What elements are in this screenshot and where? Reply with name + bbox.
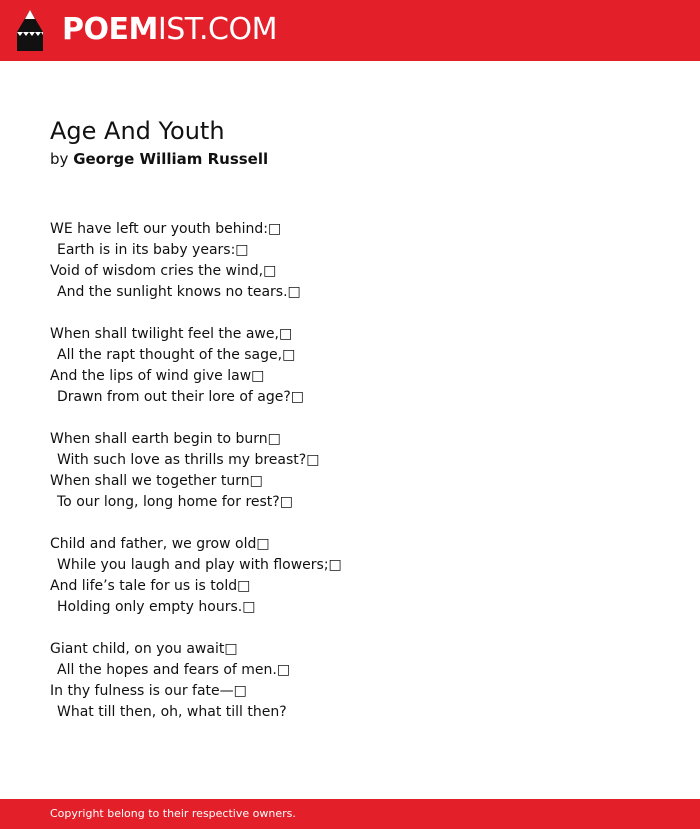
stanza	[50, 219, 342, 303]
poem-line: Earth is in its baby years:□	[57, 242, 249, 258]
poem-line: With such love as thrills my breast?□	[57, 452, 320, 468]
poem-line: When shall earth begin to burn□	[50, 431, 281, 447]
site-logo-text[interactable]	[62, 12, 277, 48]
poem-line: To our long, long home for rest?□	[57, 494, 293, 510]
poem-line: Holding only empty hours.□	[57, 599, 256, 615]
poem-line: And the sunlight knows no tears.□	[57, 284, 301, 300]
byline	[50, 149, 268, 169]
poem-line: And life’s tale for us is told□	[50, 578, 251, 594]
poem-line: Child and father, we grow old□	[50, 536, 270, 552]
poem-line: While you laugh and play with flowers;□	[57, 557, 342, 573]
stanza	[50, 429, 342, 513]
by-prefix: by	[50, 150, 69, 168]
stanza	[50, 639, 342, 723]
poem-line: WE have left our youth behind:□	[50, 221, 282, 237]
poem-line: Giant child, on you await□	[50, 641, 238, 657]
poem-line: In thy fulness is our fate—□	[50, 683, 247, 699]
poem-line: Void of wisdom cries the wind,□	[50, 263, 277, 279]
poem-line: All the hopes and fears of men.□	[57, 662, 291, 678]
brand-bold: POEM	[62, 12, 158, 47]
brand-light: IST.COM	[157, 12, 277, 47]
poem-line: All the rapt thought of the sage,□	[57, 347, 296, 363]
pencil-icon[interactable]	[17, 10, 43, 51]
poem-line: When shall twilight feel the awe,□	[50, 326, 293, 342]
copyright-text: Copyright belong to their respective owners.	[50, 807, 296, 820]
poem-line: What till then, oh, what till then?	[57, 704, 287, 720]
poem-body	[50, 219, 342, 744]
poem-line: Drawn from out their lore of age?□	[57, 389, 305, 405]
site-header	[0, 0, 700, 61]
poem-line: When shall we together turn□	[50, 473, 263, 489]
site-footer	[0, 799, 700, 829]
stanza	[50, 534, 342, 618]
author-name: George William Russell	[73, 150, 269, 168]
stanza	[50, 324, 342, 408]
poem-title: Age And Youth	[50, 117, 225, 145]
poem-line: And the lips of wind give law□	[50, 368, 265, 384]
